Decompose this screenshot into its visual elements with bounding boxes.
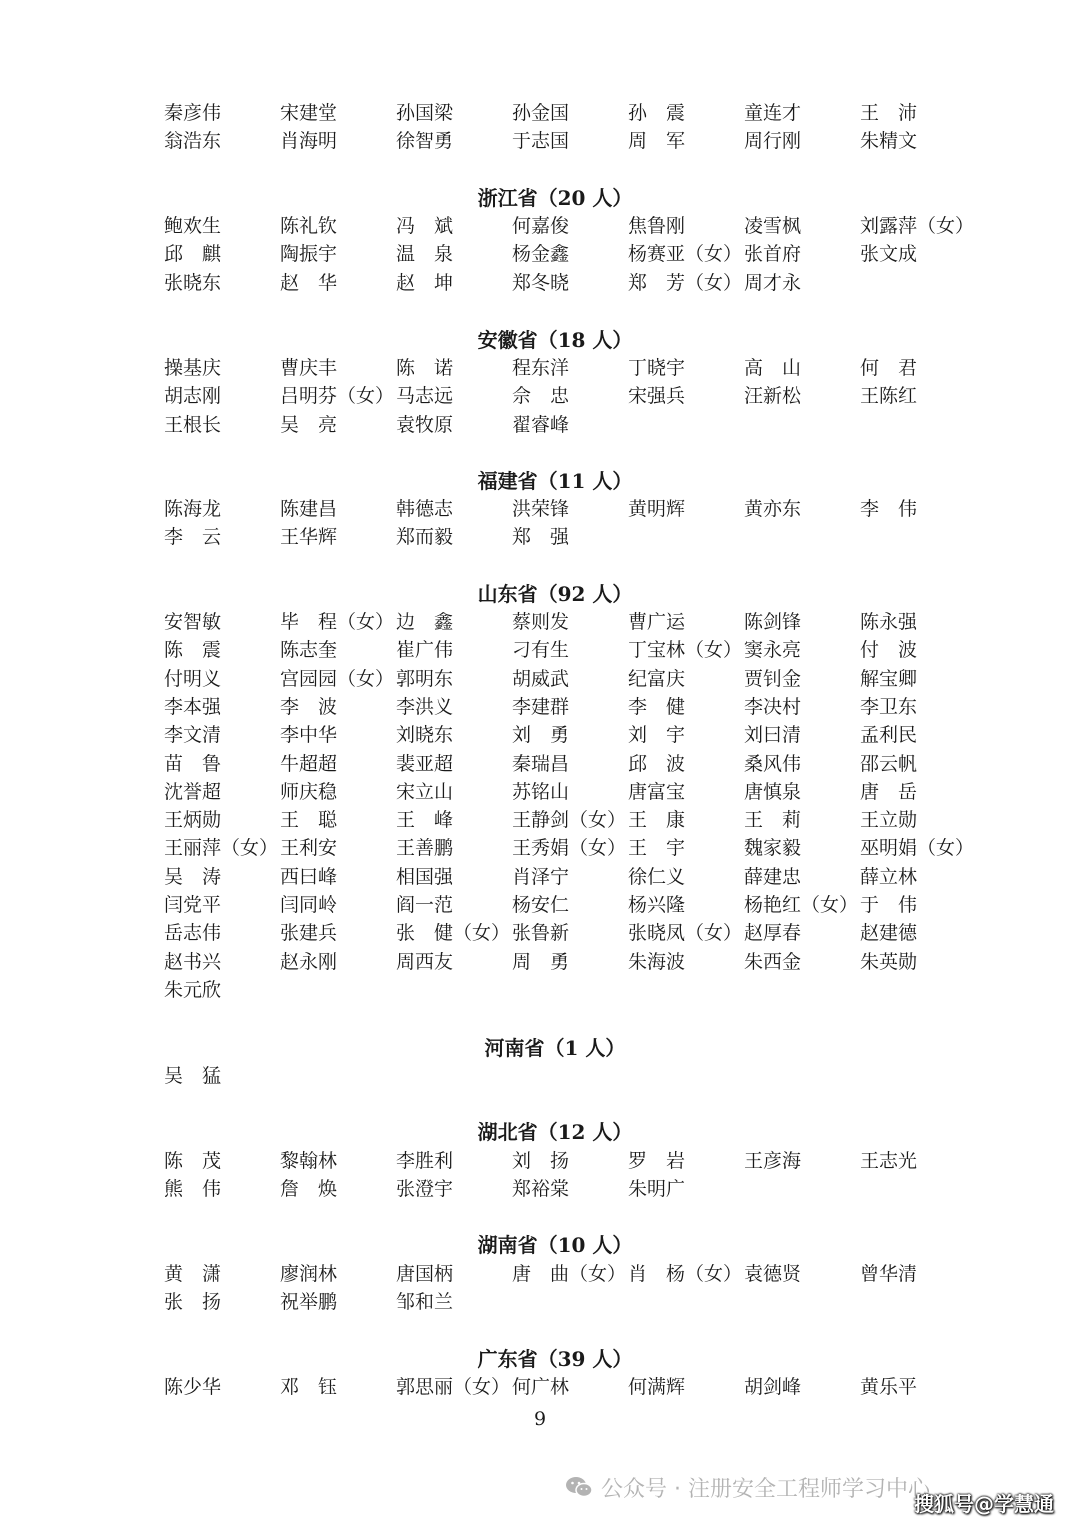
name-cell: 蔡则发 — [512, 611, 570, 633]
name-cell: 凌雪枫 — [744, 215, 802, 237]
name-cell: 郑裕棠 — [512, 1178, 570, 1200]
name-cell: 巫明娟（女） — [860, 837, 975, 859]
name-cell: 苏铭山 — [512, 781, 570, 803]
name-cell: 沈誉超 — [164, 781, 222, 803]
name-cell: 冯 斌 — [396, 215, 454, 237]
name-cell: 唐 岳 — [860, 781, 918, 803]
name-cell: 童连才 — [744, 102, 802, 124]
name-cell: 王 峰 — [396, 809, 454, 831]
name-cell: 黄亦东 — [744, 498, 802, 520]
name-cell: 程东洋 — [512, 357, 570, 379]
name-cell: 陈剑锋 — [744, 611, 802, 633]
name-cell: 朱明广 — [628, 1178, 686, 1200]
name-cell: 薛建忠 — [744, 866, 802, 888]
name-cell: 邓 钰 — [280, 1376, 338, 1398]
name-cell: 阎一范 — [396, 894, 454, 916]
name-cell: 王静剑（女） — [512, 809, 627, 831]
name-cell: 黄乐平 — [860, 1376, 918, 1398]
name-cell: 王 宇 — [628, 837, 686, 859]
name-cell: 崔广伟 — [396, 639, 454, 661]
name-cell: 李 伟 — [860, 498, 918, 520]
name-cell: 王彦海 — [744, 1150, 802, 1172]
name-cell: 李决村 — [744, 696, 802, 718]
name-cell: 杨赛亚（女） — [628, 243, 743, 265]
section-heading: 山东省（92 人） — [477, 582, 633, 606]
name-cell: 焦鲁刚 — [628, 215, 686, 237]
name-cell: 相国强 — [396, 866, 454, 888]
name-cell: 陈海龙 — [164, 498, 222, 520]
name-cell: 张 健（女） — [396, 922, 511, 944]
name-cell: 吕明芬（女） — [280, 385, 395, 407]
section-heading: 河南省（1 人） — [484, 1036, 626, 1060]
name-cell: 鲍欢生 — [164, 215, 222, 237]
name-cell: 廖润林 — [280, 1263, 338, 1285]
name-cell: 翁浩东 — [164, 130, 222, 152]
name-cell: 高 山 — [744, 357, 802, 379]
name-cell: 李 波 — [280, 696, 338, 718]
page-number: 9 — [533, 1408, 547, 1430]
name-cell: 洪荣锋 — [512, 498, 570, 520]
name-cell: 杨艳红（女） — [744, 894, 859, 916]
name-cell: 肖 杨（女） — [628, 1263, 743, 1285]
name-cell: 于志国 — [512, 130, 570, 152]
name-cell: 郑 强 — [512, 526, 570, 548]
name-cell: 周 勇 — [512, 951, 570, 973]
section-heading: 安徽省（18 人） — [477, 328, 633, 352]
name-cell: 赵 坤 — [396, 272, 454, 294]
name-cell: 温 泉 — [396, 243, 454, 265]
name-cell: 付 波 — [860, 639, 918, 661]
name-cell: 何 君 — [860, 357, 918, 379]
name-cell: 朱英勋 — [860, 951, 918, 973]
name-cell: 师庆稳 — [280, 781, 338, 803]
name-cell: 郭明东 — [396, 668, 454, 690]
name-cell: 袁牧原 — [396, 414, 454, 436]
name-cell: 翟睿峰 — [512, 414, 570, 436]
name-cell: 李文清 — [164, 724, 222, 746]
name-cell: 王 莉 — [744, 809, 802, 831]
name-cell: 张建兵 — [280, 922, 338, 944]
name-cell: 张澄宇 — [396, 1178, 454, 1200]
name-cell: 刘 宇 — [628, 724, 686, 746]
name-cell: 罗 岩 — [628, 1150, 686, 1172]
name-cell: 闫同岭 — [280, 894, 338, 916]
name-cell: 岳志伟 — [164, 922, 222, 944]
name-cell: 张首府 — [744, 243, 802, 265]
name-cell: 秦瑞昌 — [512, 753, 570, 775]
name-cell: 裴亚超 — [396, 753, 454, 775]
name-cell: 杨安仁 — [512, 894, 570, 916]
name-cell: 赵永刚 — [280, 951, 338, 973]
name-cell: 陈永强 — [860, 611, 918, 633]
name-cell: 宫园园（女） — [280, 668, 395, 690]
name-cell: 陈礼钦 — [280, 215, 338, 237]
name-cell: 秦彦伟 — [164, 102, 222, 124]
name-cell: 邱 波 — [628, 753, 686, 775]
name-cell: 安智敏 — [164, 611, 222, 633]
name-cell: 徐智勇 — [396, 130, 454, 152]
name-cell: 吴 涛 — [164, 866, 222, 888]
name-cell: 宋强兵 — [628, 385, 686, 407]
name-cell: 杨金鑫 — [512, 243, 570, 265]
name-cell: 刘露萍（女） — [860, 215, 975, 237]
name-cell: 付明义 — [164, 668, 222, 690]
name-cell: 孙金国 — [512, 102, 570, 124]
name-cell: 郑冬晓 — [512, 272, 570, 294]
name-cell: 韩德志 — [396, 498, 454, 520]
watermark-text: 公众号 · 注册安全工程师学习中心 — [601, 1476, 930, 1502]
name-cell: 王善鹏 — [396, 837, 454, 859]
name-cell: 陈建昌 — [280, 498, 338, 520]
name-cell: 何满辉 — [628, 1376, 686, 1398]
name-cell: 徐仁义 — [628, 866, 686, 888]
name-cell: 王陈红 — [860, 385, 918, 407]
name-cell: 胡剑峰 — [744, 1376, 802, 1398]
name-cell: 陈 震 — [164, 639, 222, 661]
name-cell: 王 聪 — [280, 809, 338, 831]
name-cell: 郑 芳（女） — [628, 272, 743, 294]
name-cell: 周 军 — [628, 130, 686, 152]
name-cell: 宋建堂 — [280, 102, 338, 124]
name-cell: 周西友 — [396, 951, 454, 973]
name-cell: 毕 程（女） — [280, 611, 395, 633]
name-cell: 周才永 — [744, 272, 802, 294]
name-cell: 孟利民 — [860, 724, 918, 746]
name-cell: 王炳勋 — [164, 809, 222, 831]
name-cell: 唐富宝 — [628, 781, 686, 803]
name-cell: 陶振宇 — [280, 243, 338, 265]
wechat-icon — [565, 1475, 593, 1499]
name-cell: 张文成 — [860, 243, 918, 265]
name-cell: 丁宝林（女） — [628, 639, 743, 661]
name-cell: 王立勋 — [860, 809, 918, 831]
name-cell: 黄 潇 — [164, 1263, 222, 1285]
name-cell: 朱海波 — [628, 951, 686, 973]
name-cell: 佘 忠 — [512, 385, 570, 407]
name-cell: 刘晓东 — [396, 724, 454, 746]
name-cell: 王 沛 — [860, 102, 918, 124]
name-cell: 袁德贤 — [744, 1263, 802, 1285]
name-cell: 王秀娟（女） — [512, 837, 627, 859]
name-cell: 窦永亮 — [744, 639, 802, 661]
name-cell: 赵书兴 — [164, 951, 222, 973]
name-cell: 刘 勇 — [512, 724, 570, 746]
name-cell: 汪新松 — [744, 385, 802, 407]
name-cell: 肖泽宁 — [512, 866, 570, 888]
name-cell: 王志光 — [860, 1150, 918, 1172]
name-cell: 肖海明 — [280, 130, 338, 152]
name-cell: 薛立林 — [860, 866, 918, 888]
section-heading: 浙江省（20 人） — [477, 186, 633, 210]
name-cell: 王利安 — [280, 837, 338, 859]
name-cell: 何广林 — [512, 1376, 570, 1398]
name-cell: 陈 诺 — [396, 357, 454, 379]
name-cell: 李卫东 — [860, 696, 918, 718]
name-cell: 唐国柄 — [396, 1263, 454, 1285]
name-cell: 赵 华 — [280, 272, 338, 294]
name-cell: 张晓东 — [164, 272, 222, 294]
section-heading: 广东省（39 人） — [477, 1347, 633, 1371]
name-cell: 李洪义 — [396, 696, 454, 718]
name-cell: 李 健 — [628, 696, 686, 718]
section-heading: 福建省（11 人） — [477, 469, 633, 493]
name-cell: 张晓凤（女） — [628, 922, 743, 944]
name-cell: 郑而毅 — [396, 526, 454, 548]
name-cell: 朱元欣 — [164, 979, 222, 1001]
name-cell: 孙 震 — [628, 102, 686, 124]
name-cell: 牛超超 — [280, 753, 338, 775]
name-cell: 李 云 — [164, 526, 222, 548]
name-cell: 黄明辉 — [628, 498, 686, 520]
name-cell: 邹和兰 — [396, 1291, 454, 1313]
name-cell: 魏家毅 — [744, 837, 802, 859]
name-cell: 吴 亮 — [280, 414, 338, 436]
name-cell: 熊 伟 — [164, 1178, 222, 1200]
name-cell: 赵建德 — [860, 922, 918, 944]
name-cell: 宋立山 — [396, 781, 454, 803]
name-cell: 何嘉俊 — [512, 215, 570, 237]
section-heading: 湖南省（10 人） — [477, 1233, 633, 1257]
name-cell: 吴 猛 — [164, 1065, 222, 1087]
name-cell: 陈志奎 — [280, 639, 338, 661]
name-cell: 马志远 — [396, 385, 454, 407]
name-cell: 陈少华 — [164, 1376, 222, 1398]
name-cell: 胡威武 — [512, 668, 570, 690]
name-cell: 陈 茂 — [164, 1150, 222, 1172]
name-cell: 曹庆丰 — [280, 357, 338, 379]
name-cell: 李建群 — [512, 696, 570, 718]
name-cell: 桑风伟 — [744, 753, 802, 775]
watermark — [565, 1470, 930, 1504]
name-cell: 李中华 — [280, 724, 338, 746]
name-cell: 黎翰林 — [280, 1150, 338, 1172]
name-cell: 苗 鲁 — [164, 753, 222, 775]
name-cell: 唐 曲（女） — [512, 1263, 627, 1285]
name-cell: 王华辉 — [280, 526, 338, 548]
name-cell: 张 扬 — [164, 1291, 222, 1313]
corner-watermark: 搜狐号@学慧通 — [914, 1492, 1054, 1516]
name-cell: 周行刚 — [744, 130, 802, 152]
name-cell: 刘曰清 — [744, 724, 802, 746]
name-cell: 朱精文 — [860, 130, 918, 152]
name-cell: 赵厚春 — [744, 922, 802, 944]
section-heading: 湖北省（12 人） — [477, 1120, 633, 1144]
name-cell: 孙国梁 — [396, 102, 454, 124]
name-cell: 贾钊金 — [744, 668, 802, 690]
name-cell: 祝举鹏 — [280, 1291, 338, 1313]
name-cell: 唐慎泉 — [744, 781, 802, 803]
name-cell: 李胜利 — [396, 1150, 454, 1172]
name-cell: 王 康 — [628, 809, 686, 831]
name-cell: 李本强 — [164, 696, 222, 718]
name-cell: 纪富庆 — [628, 668, 686, 690]
name-cell: 詹 焕 — [280, 1178, 338, 1200]
name-cell: 曹广运 — [628, 611, 686, 633]
name-cell: 边 鑫 — [396, 611, 454, 633]
name-cell: 操基庆 — [164, 357, 222, 379]
name-cell: 于 伟 — [860, 894, 918, 916]
name-cell: 杨兴隆 — [628, 894, 686, 916]
name-cell: 刁有生 — [512, 639, 570, 661]
name-cell: 邵云帆 — [860, 753, 918, 775]
name-cell: 丁晓宇 — [628, 357, 686, 379]
name-cell: 邱 麒 — [164, 243, 222, 265]
name-cell: 胡志刚 — [164, 385, 222, 407]
name-cell: 王丽萍（女） — [164, 837, 279, 859]
name-cell: 郭思丽（女） — [396, 1376, 511, 1398]
name-cell: 解宝卿 — [860, 668, 918, 690]
name-cell: 曾华清 — [860, 1263, 918, 1285]
name-cell: 王根长 — [164, 414, 222, 436]
name-cell: 刘 扬 — [512, 1150, 570, 1172]
name-cell: 西曰峰 — [280, 866, 338, 888]
name-cell: 闫党平 — [164, 894, 222, 916]
name-cell: 朱西金 — [744, 951, 802, 973]
name-cell: 张鲁新 — [512, 922, 570, 944]
